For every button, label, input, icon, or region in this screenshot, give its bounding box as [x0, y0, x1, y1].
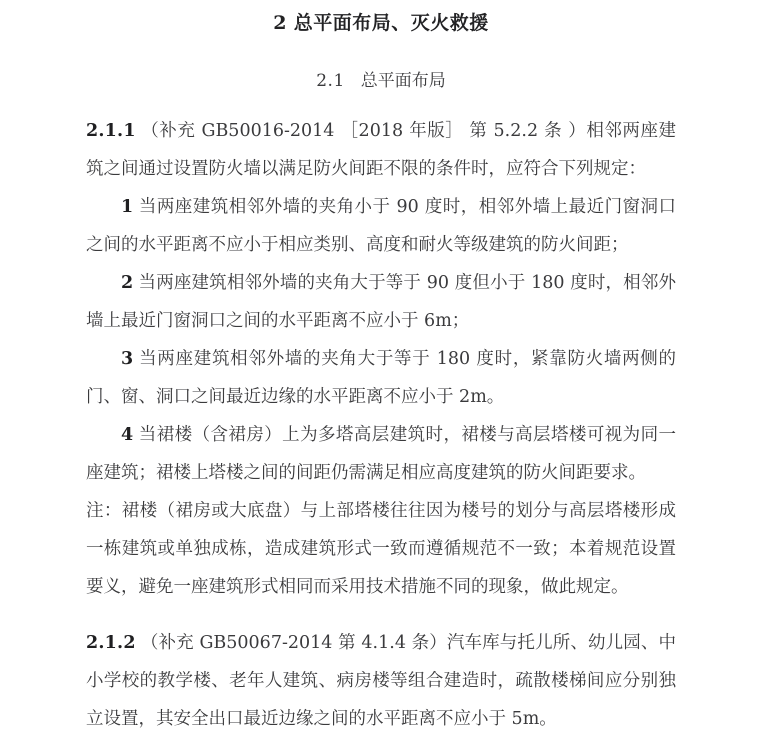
clause-item-marker: 3	[121, 349, 134, 369]
clause-block-2-1-1	[86, 94, 676, 606]
clause-item-marker: 1	[121, 197, 134, 217]
clause-item-text: 当两座建筑相邻外墙的夹角大于等于 180 度时，紧靠防火墙两侧的门、窗、洞口之间最近边缘的水平距离不应小于 2m。	[86, 349, 676, 407]
clause-item-text: 当两座建筑相邻外墙的夹角小于 90 度时，相邻外墙上最近门窗洞口之间的水平距离不应小于相应类别、高度和耐火等级建筑的防火间距；	[86, 197, 676, 255]
clause-number: 2.1.1	[86, 121, 136, 141]
clause-item	[86, 416, 676, 492]
clause-lead-paragraph	[86, 112, 676, 188]
section-heading	[86, 38, 676, 94]
chapter-heading	[86, 0, 676, 38]
clause-item	[86, 264, 676, 340]
chapter-number: 2	[273, 12, 287, 34]
clause-item-text: 当裙楼（含裙房）上为多塔高层建筑时，裙楼与高层塔楼可视为同一座建筑；裙楼上塔楼之间的间距仍需满足相应高度建筑的防火间距要求。	[86, 425, 676, 483]
clause-note: 注：裙楼（裙房或大底盘）与上部塔楼往往因为楼号的划分与高层塔楼形成一栋建筑或单独成栋，造成建筑形式一致而遵循规范不一致；本着规范设置要义，避免一座建筑形式相同而采用技术措施不同的现象，做此规定。	[86, 501, 676, 597]
chapter-title: 总平面布局、灭火救援	[293, 12, 489, 34]
clause-item	[86, 188, 676, 264]
clause-lead-text: （补充 GB50016-2014 ［2018 年版］ 第 5.2.2 条 ）相邻两座建筑之间通过设置防火墙以满足防火间距不限的条件时，应符合下列规定：	[86, 121, 676, 179]
document-content-column	[86, 0, 676, 738]
clause-number: 2.1.2	[86, 633, 136, 653]
clause-lead-text: （补充 GB50067-2014 第 4.1.4 条）汽车库与托儿所、幼儿园、中小学校的教学楼、老年人建筑、病房楼等组合建造时，疏散楼梯间应分别独立设置，其安全出口最近边缘之间的水平距离不应小于 5m。	[86, 633, 676, 729]
clause-item-marker: 4	[121, 425, 134, 445]
section-number: 2.1	[316, 71, 345, 91]
clause-lead-paragraph	[86, 624, 676, 738]
clause-item	[86, 340, 676, 416]
clause-item-marker: 2	[121, 273, 134, 293]
clause-item-text: 当两座建筑相邻外墙的夹角大于等于 90 度但小于 180 度时，相邻外墙上最近门窗洞口之间的水平距离不应小于 6m；	[86, 273, 676, 331]
section-title: 总平面布局	[360, 71, 446, 91]
